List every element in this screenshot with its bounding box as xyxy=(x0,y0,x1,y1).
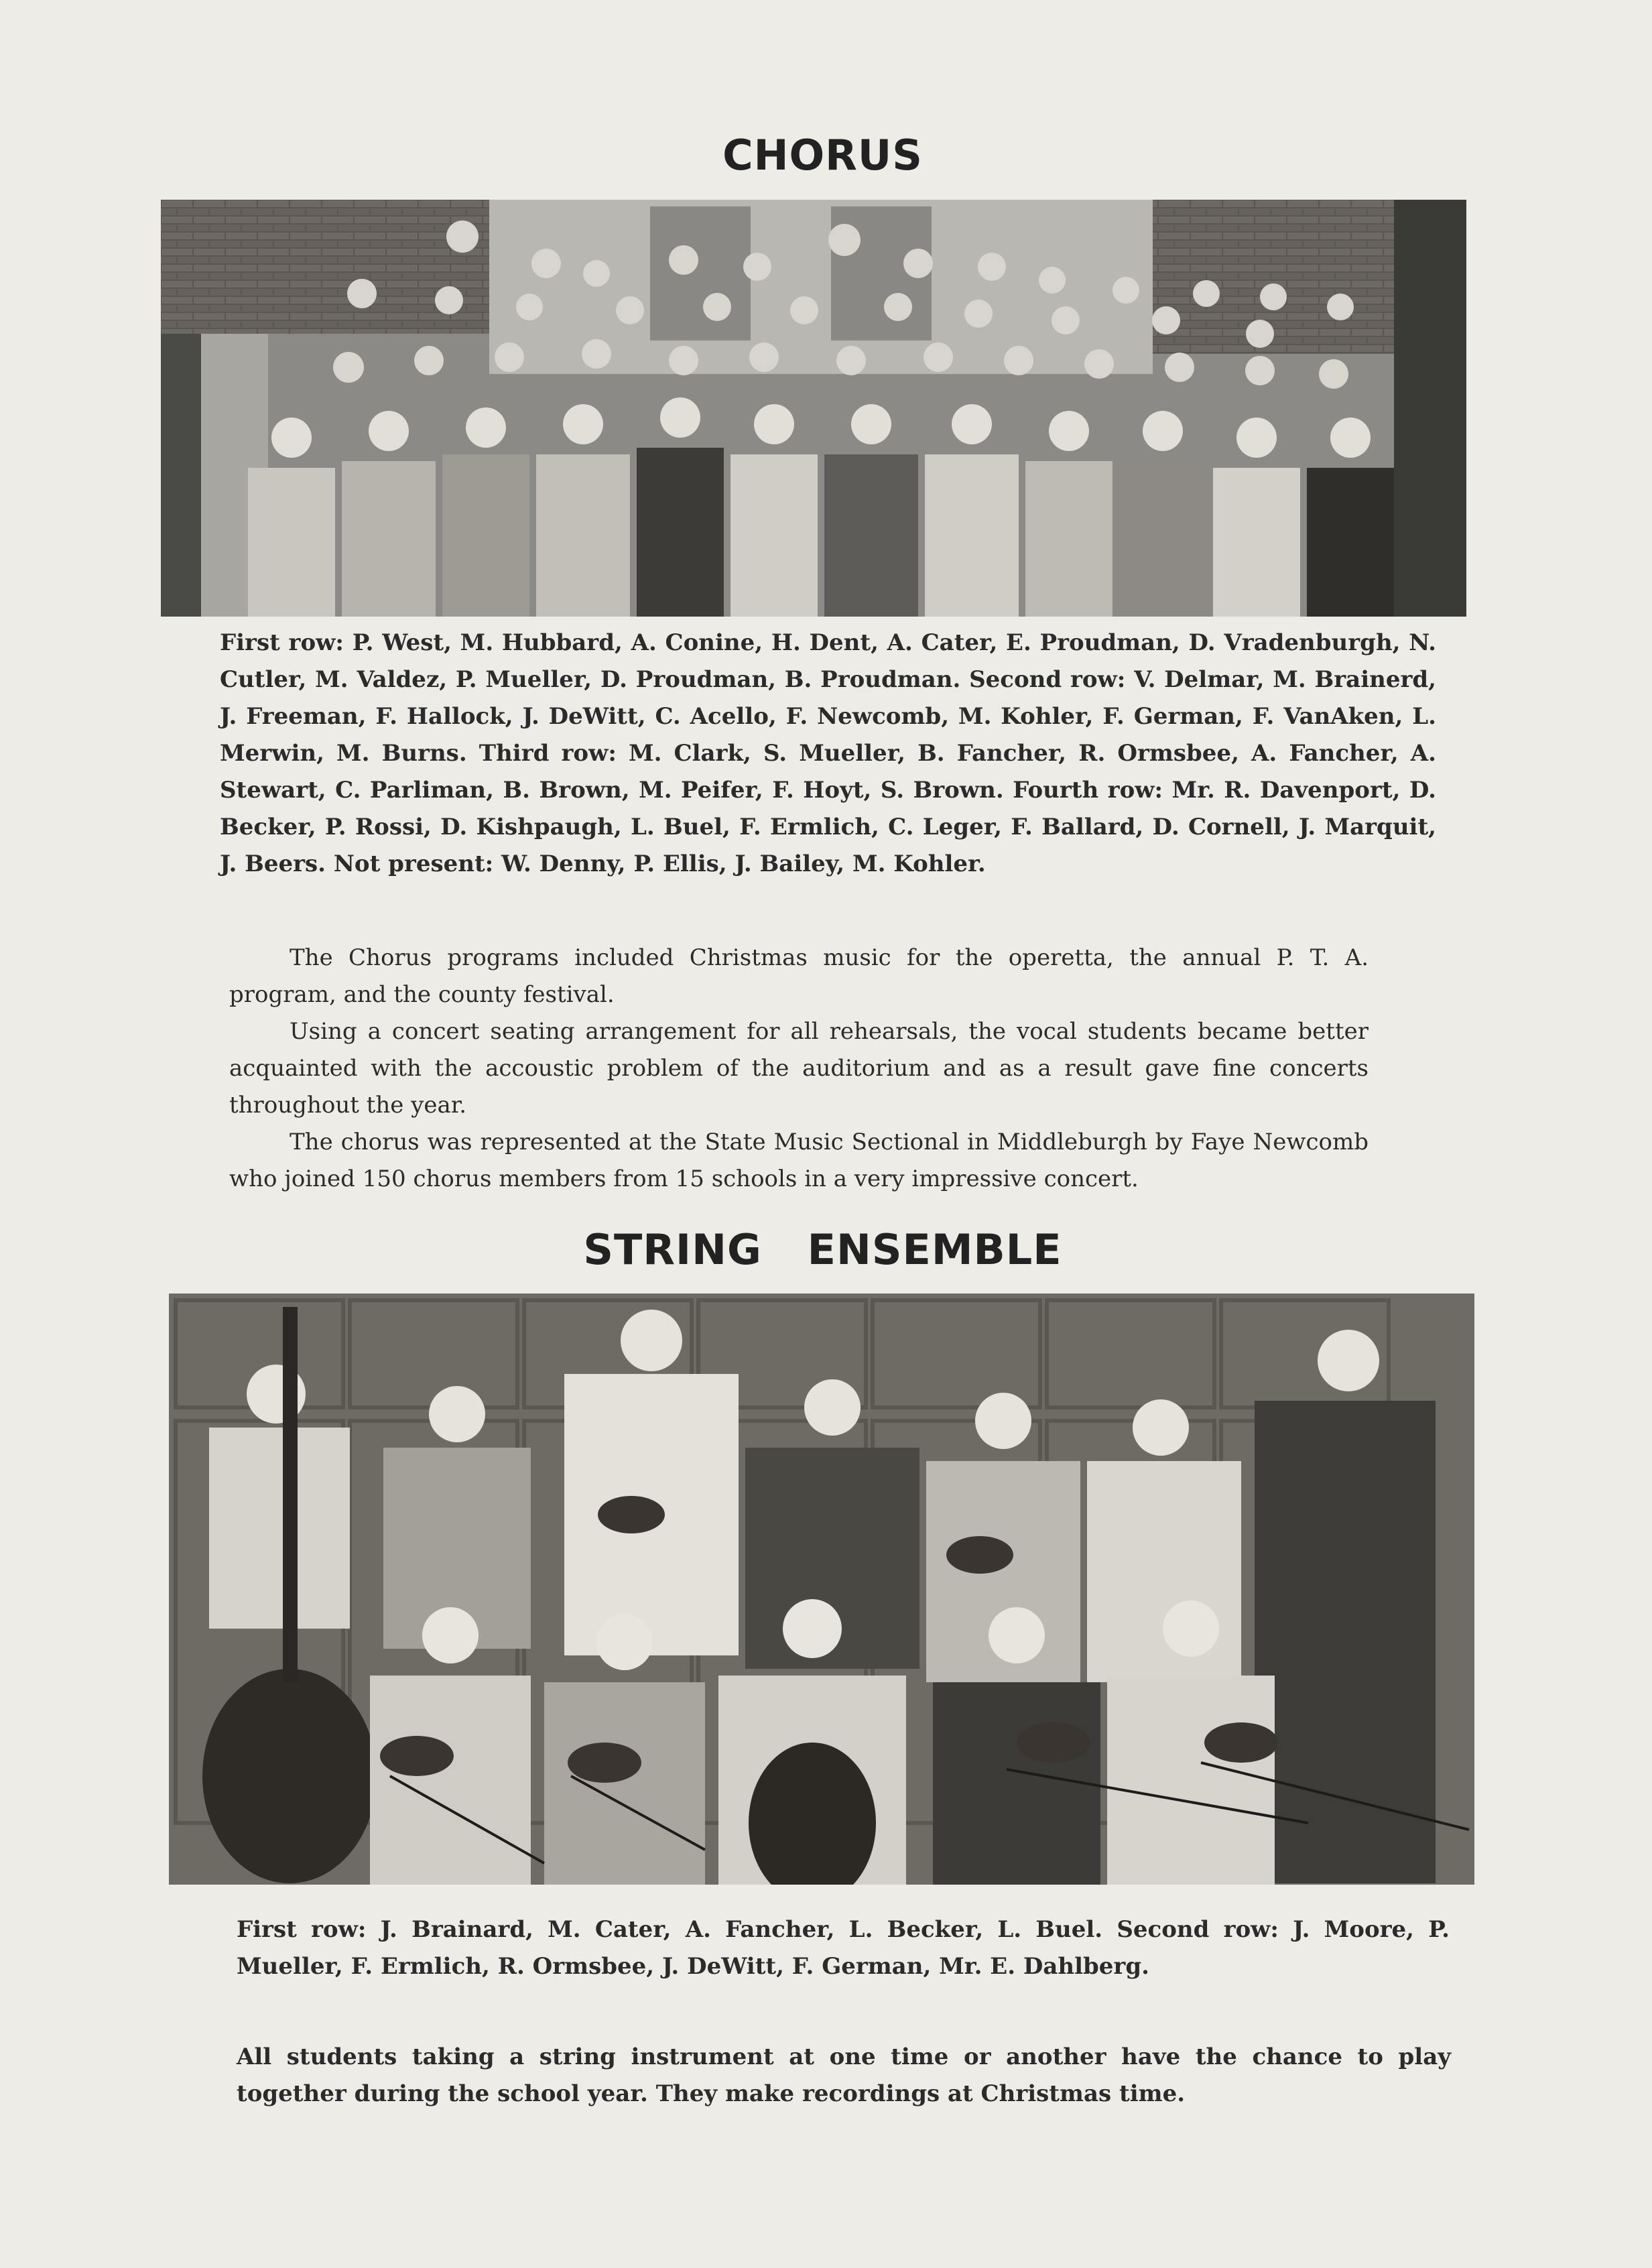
chorus-photo-drawing xyxy=(161,200,1466,617)
string-ensemble-description: All students taking a string instrument at one time or another have the chance to play together during the school year. They make recordings at Christmas time. xyxy=(237,2043,1451,2107)
chorus-title: CHORUS xyxy=(722,131,923,180)
chorus-paragraph: Using a concert seating arrangement for all rehearsals, the vocal students became better acquainted with the accoustic problem of the auditorium and as a result gave fine concerts throughout the year. xyxy=(229,1018,1369,1119)
chorus-paragraph: The chorus was represented at the State Music Sectional in Middleburgh by Faye Newcomb who joined 150 chorus members from 15 schools in a very impressive concert. xyxy=(229,1129,1369,1192)
string-ensemble-title: STRING ENSEMBLE xyxy=(583,1225,1062,1274)
string-ensemble-group-photo xyxy=(169,1294,1474,1885)
chorus-group-photo xyxy=(161,200,1466,617)
chorus-paragraph: The Chorus programs included Christmas music for the operetta, the annual P. T. A. program, and the county festival. xyxy=(229,944,1369,1008)
chorus-description xyxy=(229,940,1369,1198)
string-ensemble-photo-drawing xyxy=(169,1294,1474,1885)
string-ensemble-caption: First row: J. Brainard, M. Cater, A. Fancher, L. Becker, L. Buel. Second row: J. Moore, P. Mueller, F. Ermlich, R. Ormsbee, J. DeWitt, F. German, Mr. E. Dahlberg. xyxy=(237,1916,1450,1980)
chorus-caption: First row: P. West, M. Hubbard, A. Conine, H. Dent, A. Cater, E. Proudman, D. Vradenburgh, N. Cutler, M. Valdez, P. Mueller, D. Proudman, B. Proudman. Second row: V. Delmar, M. Brainerd, J. Freeman, F. Hallock, J. DeWitt, C. Acello, F. Newcomb, M. Kohler, F. German, F. VanAken, L. Merwin, M. Burns. Third row: M. Clark, S. Mueller, B. Fancher, R. Ormsbee, A. Fancher, A. Stewart, C. Parliman, B. Brown, M. Peifer, F. Hoyt, S. Brown. Fourth row: Mr. R. Davenport, D. Becker, P. Rossi, D. Kishpaugh, L. Buel, F. Ermlich, C. Leger, F. Ballard, D. Cornell, J. Marquit, J. Beers. Not present: W. Denny, P. Ellis, J. Bailey, M. Kohler. xyxy=(220,629,1436,877)
